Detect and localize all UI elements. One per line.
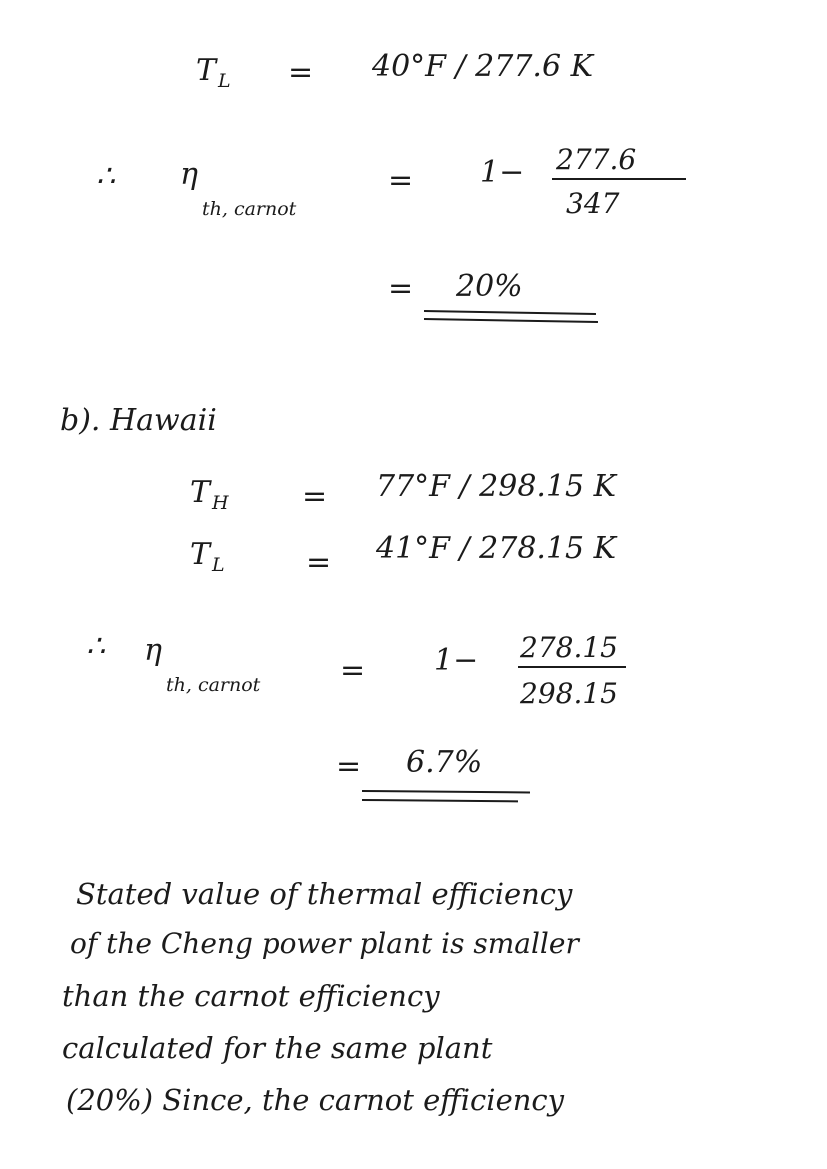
- equals-sign: =: [388, 271, 414, 306]
- equals-sign: =: [306, 545, 332, 580]
- fraction-numerator: 278.15: [520, 631, 618, 664]
- equals-sign: =: [340, 653, 366, 688]
- conclusion-line: than the carnot efficiency: [62, 979, 440, 1013]
- equals-sign: =: [302, 479, 328, 514]
- one-minus: 1−: [480, 155, 525, 190]
- conclusion-line: (20%) Since, the carnot efficiency: [66, 1083, 565, 1117]
- result-underline: [424, 318, 598, 323]
- equals-sign: =: [288, 55, 314, 90]
- result-value: 20%: [456, 269, 523, 304]
- fraction-denominator: 347: [566, 187, 620, 220]
- conclusion-line: Stated value of thermal efficiency: [76, 877, 573, 911]
- therefore-symbol: ∴: [96, 159, 116, 194]
- tl-subscript: L: [212, 554, 225, 576]
- fraction-bar: [518, 666, 626, 668]
- fraction-denominator: 298.15: [520, 677, 618, 710]
- tl-value: 40°F / 277.6 K: [372, 49, 594, 84]
- eta-subscript: th, carnot: [166, 674, 261, 696]
- conclusion-line: of the Cheng power plant is smaller: [70, 927, 579, 960]
- tl-value: 41°F / 278.15 K: [376, 531, 617, 566]
- tl-symbol: T: [190, 537, 211, 572]
- eta-subscript: th, carnot: [202, 198, 297, 220]
- tl-subscript: L: [218, 70, 231, 92]
- result-underline: [424, 310, 596, 315]
- result-underline: [362, 790, 530, 793]
- th-value: 77°F / 298.15 K: [376, 469, 617, 504]
- result-value: 6.7%: [406, 745, 483, 780]
- conclusion-line: calculated for the same plant: [62, 1031, 493, 1065]
- equals-sign: =: [388, 163, 414, 198]
- th-symbol: T: [190, 475, 211, 510]
- equals-sign: =: [336, 749, 362, 784]
- fraction-numerator: 277.6: [556, 143, 637, 176]
- section-heading: b). Hawaii: [60, 403, 217, 438]
- result-underline: [362, 799, 518, 802]
- eta-symbol: η: [180, 157, 198, 192]
- one-minus: 1−: [434, 643, 479, 678]
- th-subscript: H: [212, 492, 229, 514]
- eta-symbol: η: [144, 633, 162, 668]
- therefore-symbol: ∴: [86, 629, 106, 664]
- tl-symbol: T: [196, 53, 217, 88]
- fraction-bar: [552, 178, 686, 180]
